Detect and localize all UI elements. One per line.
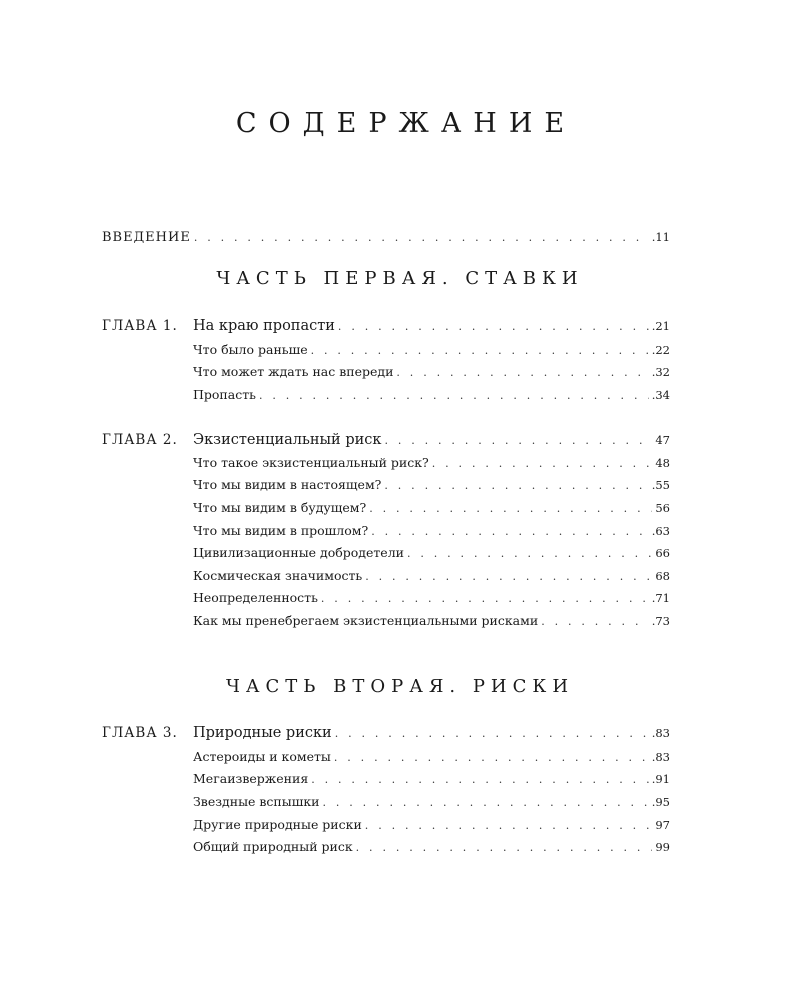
toc-entry-section[interactable] xyxy=(193,610,670,632)
toc-entry-chapter[interactable] xyxy=(102,429,670,451)
page-number: 68 xyxy=(655,569,670,583)
page-number: .32 xyxy=(651,365,670,379)
page-number: .73 xyxy=(651,614,670,628)
page-number: .83 xyxy=(651,750,670,764)
part-heading: ЧАСТЬ ВТОРАЯ. РИСКИ xyxy=(225,676,575,697)
page-title: СОДЕРЖАНИЕ xyxy=(235,108,577,139)
dot-leader xyxy=(259,385,649,407)
dot-leader xyxy=(338,316,649,338)
toc-entry-intro[interactable] xyxy=(102,226,670,248)
dot-leader xyxy=(365,566,652,588)
dot-leader xyxy=(356,837,653,859)
toc-entry-section[interactable] xyxy=(193,384,670,406)
toc-entry-section[interactable] xyxy=(193,361,670,383)
page-number: .22 xyxy=(651,343,670,357)
chapter-number: ГЛАВА 2. xyxy=(102,432,178,448)
entry-title: Мегаизвержения xyxy=(193,771,309,786)
entry-title: Астероиды и кометы xyxy=(193,749,331,764)
page-number: .11 xyxy=(651,230,670,244)
toc-entry-section[interactable] xyxy=(193,746,670,768)
page-number: .63 xyxy=(651,524,670,538)
dot-leader xyxy=(541,611,649,633)
page-number: .55 xyxy=(651,478,670,492)
entry-title: Что мы видим в настоящем? xyxy=(193,477,382,492)
dot-leader xyxy=(384,475,648,497)
toc-entry-chapter[interactable] xyxy=(102,315,670,337)
entry-title: ВВЕДЕНИЕ xyxy=(102,230,191,245)
entry-title: Экзистенциальный риск xyxy=(193,432,382,448)
page-number: 56 xyxy=(655,501,670,515)
page-number: .71 xyxy=(651,591,670,605)
entry-title: Звездные вспышки xyxy=(193,794,320,809)
dot-leader xyxy=(194,227,649,249)
dot-leader xyxy=(371,521,649,543)
dot-leader xyxy=(432,453,653,475)
dot-leader xyxy=(334,747,649,769)
dot-leader xyxy=(311,340,649,362)
toc-entry-section[interactable] xyxy=(193,474,670,496)
chapter-number: ГЛАВА 3. xyxy=(102,725,178,741)
entry-title: Что было раньше xyxy=(193,342,308,357)
toc-entry-section[interactable] xyxy=(193,542,670,564)
toc-entry-section[interactable] xyxy=(193,452,670,474)
toc-entry-chapter[interactable] xyxy=(102,722,670,744)
toc-entry-section[interactable] xyxy=(193,587,670,609)
page-number: .21 xyxy=(651,319,670,333)
toc-entry-section[interactable] xyxy=(193,814,670,836)
entry-title: Что мы видим в прошлом? xyxy=(193,523,369,538)
toc-entry-section[interactable] xyxy=(193,791,670,813)
toc-entry-section[interactable] xyxy=(193,836,670,858)
page-number: 66 xyxy=(655,546,670,560)
entry-title: Что может ждать нас впереди xyxy=(193,364,394,379)
toc-entry-section[interactable] xyxy=(193,497,670,519)
entry-title: Неопределенность xyxy=(193,590,318,605)
entry-title: Пропасть xyxy=(193,387,256,402)
page-number: 97 xyxy=(655,818,670,832)
toc-entry-section[interactable] xyxy=(193,339,670,361)
part-heading: ЧАСТЬ ПЕРВАЯ. СТАВКИ xyxy=(216,268,584,289)
page-number: 47 xyxy=(655,433,670,447)
toc-entry-section[interactable] xyxy=(193,565,670,587)
entry-title: Что такое экзистенциальный риск? xyxy=(193,455,429,470)
toc-entry-section[interactable] xyxy=(193,768,670,790)
dot-leader xyxy=(407,543,652,565)
chapter-number: ГЛАВА 1. xyxy=(102,318,178,334)
entry-title: Как мы пренебрегаем экзистенциальными рисками xyxy=(193,613,539,628)
dot-leader xyxy=(321,588,649,610)
page-number: .91 xyxy=(651,772,670,786)
dot-leader xyxy=(311,769,648,791)
dot-leader xyxy=(322,792,648,814)
page-number: 48 xyxy=(655,456,670,470)
entry-title: Космическая значимость xyxy=(193,568,363,583)
page-number: 99 xyxy=(655,840,670,854)
page-number: .83 xyxy=(651,726,670,740)
entry-title: Другие природные риски xyxy=(193,817,362,832)
dot-leader xyxy=(335,723,649,745)
entry-title: Общий природный риск xyxy=(193,839,353,854)
dot-leader xyxy=(396,362,648,384)
dot-leader xyxy=(384,430,652,452)
toc-entry-section[interactable] xyxy=(193,520,670,542)
entry-title: Что мы видим в будущем? xyxy=(193,500,367,515)
page-number: .34 xyxy=(651,388,670,402)
page-number: .95 xyxy=(651,795,670,809)
dot-leader xyxy=(365,815,653,837)
dot-leader xyxy=(369,498,652,520)
entry-title: Природные риски xyxy=(193,725,332,741)
entry-title: Цивилизационные добродетели xyxy=(193,545,404,560)
entry-title: На краю пропасти xyxy=(193,318,335,334)
